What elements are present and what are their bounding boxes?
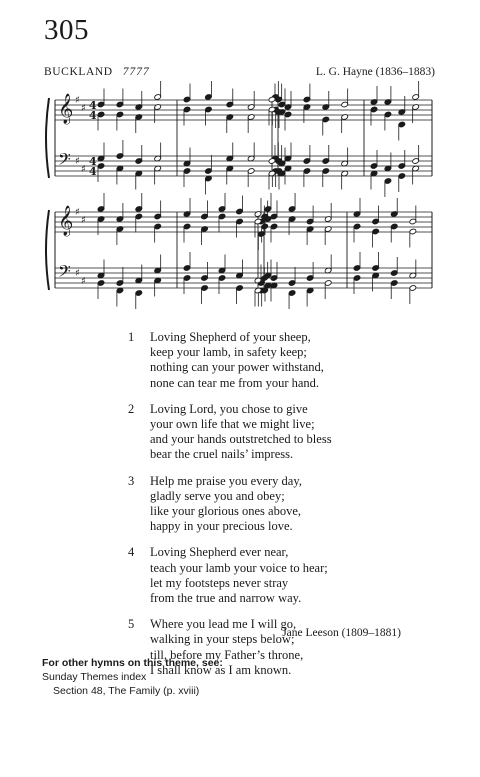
verse-line: Loving Lord, you chose to give bbox=[150, 401, 308, 416]
verse-number: 4 bbox=[128, 545, 135, 560]
verse-line: from the true and narrow way. bbox=[150, 591, 302, 606]
see-also-item: Sunday Themes index bbox=[42, 671, 147, 684]
time-signature-icon: 4 bbox=[89, 109, 97, 122]
sharp-icon: ♯ bbox=[75, 95, 80, 106]
verse bbox=[128, 330, 448, 391]
verse-line: Where you lead me I will go, bbox=[150, 617, 297, 632]
time-signature-icon: 4 bbox=[89, 155, 97, 168]
see-also-heading: For other hymns on this theme, see: bbox=[42, 657, 223, 669]
bass-clef-icon: 𝄢 bbox=[58, 149, 71, 173]
verse-line: Loving Shepherd of your sheep, bbox=[150, 330, 311, 344]
text-author-credit: Jane Leeson (1809–1881) bbox=[282, 627, 401, 639]
sharp-icon: ♯ bbox=[75, 207, 80, 218]
verse-line: Help me praise you every day, bbox=[150, 473, 302, 488]
sharp-icon: ♯ bbox=[75, 268, 80, 279]
verse bbox=[128, 402, 448, 463]
verse-line: till, before my Father’s throne, bbox=[150, 647, 304, 662]
tune-name: BUCKLAND bbox=[44, 66, 113, 78]
verse-line: nothing can your power withstand, bbox=[150, 360, 324, 375]
hymn-number: 305 bbox=[44, 14, 89, 46]
verse-number: 5 bbox=[128, 617, 135, 632]
verse-line: your own life that we might live; bbox=[150, 417, 315, 432]
time-signature-icon: 4 bbox=[89, 99, 97, 112]
verse-line: teach your lamb your voice to hear; bbox=[150, 560, 328, 575]
sharp-icon: ♯ bbox=[75, 156, 80, 167]
key-signatures bbox=[75, 95, 97, 287]
verse-number: 2 bbox=[128, 401, 135, 416]
tune-meter: 7777 bbox=[122, 66, 150, 78]
verse-line: let my footsteps never stray bbox=[150, 575, 289, 590]
verse-line: like your glorious ones above, bbox=[150, 504, 302, 519]
verse bbox=[128, 545, 448, 606]
system-brace bbox=[46, 98, 49, 178]
treble-clef-icon: 𝄞 bbox=[58, 206, 74, 236]
time-signature-icon: 4 bbox=[89, 165, 97, 178]
composer-credit: L. G. Hayne (1836–1883) bbox=[315, 66, 435, 78]
sharp-icon: ♯ bbox=[81, 103, 86, 114]
verse-line: happy in your precious love. bbox=[150, 519, 293, 534]
music-score bbox=[0, 0, 480, 320]
verse-line: keep your lamb, in safety keep; bbox=[150, 345, 307, 360]
verse-line: I shall know as I am known. bbox=[150, 662, 292, 677]
see-also-item: Section 48, The Family (p. xviii) bbox=[53, 685, 200, 698]
verse-number: 3 bbox=[128, 473, 135, 488]
bass-clef-icon: 𝄢 bbox=[58, 261, 71, 285]
verse-line: bear the cruel nails’ impress. bbox=[150, 447, 294, 462]
treble-clef-icon: 𝄞 bbox=[58, 94, 74, 124]
see-also-section bbox=[42, 656, 223, 699]
verse-number: 1 bbox=[128, 330, 135, 344]
system-brace bbox=[46, 210, 49, 290]
verse-line: Loving Shepherd ever near, bbox=[150, 545, 289, 560]
clefs bbox=[58, 93, 73, 285]
verse-line: gladly serve you and obey; bbox=[150, 488, 285, 503]
verse-line: none can tear me from your hand. bbox=[150, 375, 320, 390]
sharp-icon: ♯ bbox=[81, 276, 86, 287]
verse bbox=[128, 474, 448, 535]
verse-line: and your hands outstretched to bless bbox=[150, 432, 332, 447]
sharp-icon: ♯ bbox=[81, 164, 86, 175]
verse-line: walking in your steps below; bbox=[150, 632, 295, 647]
sharp-icon: ♯ bbox=[81, 215, 86, 226]
barlines bbox=[55, 100, 432, 288]
